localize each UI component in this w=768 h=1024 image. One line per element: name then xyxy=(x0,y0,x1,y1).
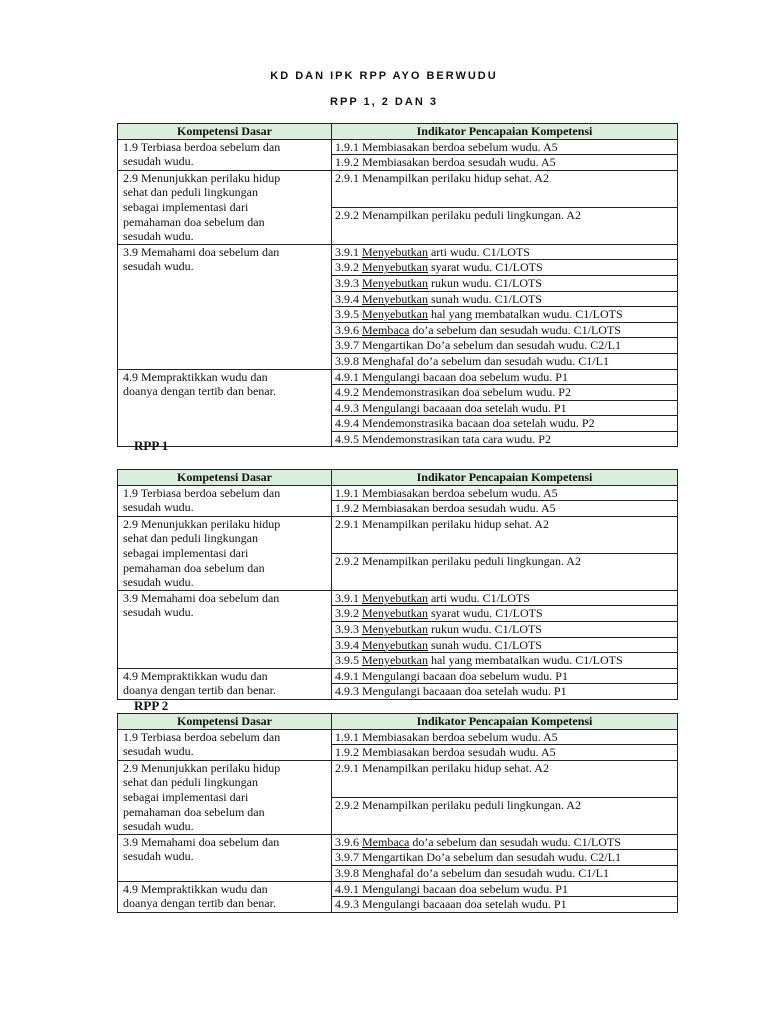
indicator-text: Membiasakan berdoa sebelum wudu. A5 xyxy=(362,729,558,744)
indicator-text: Mengulangi bacaan doa sebelum wudu. P1 xyxy=(362,668,568,683)
indicator-number: 4.9.1 xyxy=(335,881,362,896)
indicator-number: 3.9.3 xyxy=(335,275,362,290)
indikator-cell xyxy=(332,385,678,401)
indicator-text: Mendemonstrasikan tata cara wudu. P2 xyxy=(362,431,551,446)
indikator-cell xyxy=(332,322,678,338)
indicator-number: 3.9.2 xyxy=(335,606,362,621)
indikator-cell xyxy=(332,797,678,834)
indicator-text: Menampilkan perilaku peduli lingkungan. A2 xyxy=(362,207,581,222)
indicator-number: 3.9.1 xyxy=(335,590,362,605)
indicator-text: Menampilkan perilaku peduli lingkungan. A2 xyxy=(362,797,581,812)
indikator-cell xyxy=(332,170,678,207)
indikator-cell xyxy=(332,275,678,291)
indicator-number: 3.9.3 xyxy=(335,621,362,636)
indicator-number: 2.9.1 xyxy=(335,170,362,185)
indicator-text: syarat wudu. C1/LOTS xyxy=(427,260,543,275)
table-row xyxy=(118,590,678,606)
table-row xyxy=(118,170,678,207)
header-indikator: Indikator Pencapaian Kompetensi xyxy=(332,470,678,486)
indicator-text: Mengulangi bacaaan doa setelah wudu. P1 xyxy=(362,400,567,415)
kompetensi-dasar-cell xyxy=(118,139,332,170)
kompetensi-dasar-text: 3.9 Memahami doa sebelum dan sesudah wudu. xyxy=(123,590,280,620)
indicator-number: 4.9.1 xyxy=(335,668,362,683)
indicator-text: Mengulangi bacaan doa sebelum wudu. P1 xyxy=(362,369,568,384)
table-row xyxy=(118,834,678,850)
indicator-text: Menampilkan perilaku peduli lingkungan. A2 xyxy=(362,553,581,568)
kompetensi-dasar-cell xyxy=(118,590,332,668)
header-kompetensi-dasar: Kompetensi Dasar xyxy=(118,714,332,730)
indicator-number: 2.9.2 xyxy=(335,207,362,222)
indikator-cell xyxy=(332,244,678,260)
indicator-number: 3.9.2 xyxy=(335,260,362,275)
indikator-cell xyxy=(332,431,678,447)
table-row xyxy=(118,244,678,260)
indikator-cell xyxy=(332,653,678,669)
indicator-text: Membiasakan berdoa sesudah wudu. A5 xyxy=(362,155,556,170)
indikator-cell xyxy=(332,353,678,369)
indikator-cell xyxy=(332,155,678,171)
indikator-cell xyxy=(332,590,678,606)
indicator-number: 4.9.3 xyxy=(335,684,362,699)
indicator-number: 1.9.1 xyxy=(335,485,362,500)
kompetensi-dasar-text: 4.9 Mempraktikkan wudu dan doanya dengan tertib dan benar. xyxy=(123,668,276,698)
kompetensi-dasar-text: 4.9 Mempraktikkan wudu dan doanya dengan tertib dan benar. xyxy=(123,881,276,911)
table-row xyxy=(118,485,678,501)
indicator-text: Menampilkan perilaku hidup sehat. A2 xyxy=(362,170,549,185)
indicator-verb: Menyebutkan xyxy=(362,291,428,306)
kompetensi-dasar-text: 3.9 Memahami doa sebelum dan sesudah wudu. xyxy=(123,244,280,274)
indikator-cell xyxy=(332,881,678,897)
section-label-rpp2: RPP 2 xyxy=(134,698,169,713)
table-row xyxy=(118,881,678,897)
kd-ipk-table-rpp2 xyxy=(117,713,678,913)
indikator-cell xyxy=(332,369,678,385)
indicator-number: 3.9.7 xyxy=(335,338,362,353)
table-header-row xyxy=(118,124,678,140)
kompetensi-dasar-text: 2.9 Menunjukkan perilaku hidup sehat dan peduli lingkungan sebagai implementasi dari pemahaman doa sebelum dan sesudah wudu. xyxy=(123,170,281,244)
header-kompetensi-dasar: Kompetensi Dasar xyxy=(118,470,332,486)
indicator-text: rukun wudu. C1/LOTS xyxy=(427,621,542,636)
indicator-verb: Menyebutkan xyxy=(362,653,428,668)
kd-ipk-table-all xyxy=(117,123,678,447)
indicator-text: Mengulangi bacaaan doa setelah wudu. P1 xyxy=(362,684,567,699)
indicator-number: 2.9.1 xyxy=(335,760,362,775)
kompetensi-dasar-text: 2.9 Menunjukkan perilaku hidup sehat dan peduli lingkungan sebagai implementasi dari pemahaman doa sebelum dan sesudah wudu. xyxy=(123,516,281,590)
indicator-text: hal yang membatalkan wudu. C1/LOTS xyxy=(427,653,623,668)
indikator-cell xyxy=(332,850,678,866)
indicator-text: arti wudu. C1/LOTS xyxy=(427,244,530,259)
kompetensi-dasar-cell xyxy=(118,170,332,244)
indicator-text: rukun wudu. C1/LOTS xyxy=(427,275,542,290)
document-title: KD DAN IPK RPP AYO BERWUDU xyxy=(270,70,498,82)
indicator-text: Membiasakan berdoa sesudah wudu. A5 xyxy=(362,501,556,516)
indicator-text: do’a sebelum dan sesudah wudu. C1/LOTS xyxy=(409,322,621,337)
indikator-cell xyxy=(332,485,678,501)
indicator-number: 3.9.5 xyxy=(335,653,362,668)
indicator-text: sunah wudu. C1/LOTS xyxy=(427,291,542,306)
table-row xyxy=(118,139,678,155)
indikator-cell xyxy=(332,745,678,761)
table-row xyxy=(118,516,678,553)
indikator-cell xyxy=(332,501,678,517)
indicator-text: Mengartikan Do’a sebelum dan sesudah wudu. C2/L1 xyxy=(362,850,621,865)
kompetensi-dasar-cell xyxy=(118,834,332,881)
indicator-number: 2.9.1 xyxy=(335,516,362,531)
indicator-text: Mengartikan Do’a sebelum dan sesudah wudu. C2/L1 xyxy=(362,338,621,353)
indicator-text: syarat wudu. C1/LOTS xyxy=(427,606,543,621)
indicator-number: 4.9.1 xyxy=(335,369,362,384)
indicator-verb: Menyebutkan xyxy=(362,260,428,275)
indicator-verb: Menyebutkan xyxy=(362,275,428,290)
indicator-number: 3.9.1 xyxy=(335,244,362,259)
table-row xyxy=(118,668,678,684)
kompetensi-dasar-text: 3.9 Memahami doa sebelum dan sesudah wudu. xyxy=(123,834,280,864)
indicator-verb: Menyebutkan xyxy=(362,590,428,605)
indicator-verb: Menyebutkan xyxy=(362,244,428,259)
kompetensi-dasar-text: 1.9 Terbiasa berdoa sebelum dan sesudah wudu. xyxy=(123,485,281,515)
indicator-number: 1.9.2 xyxy=(335,745,362,760)
kompetensi-dasar-cell xyxy=(118,760,332,834)
indicator-text: Mengulangi bacaan doa sebelum wudu. P1 xyxy=(362,881,568,896)
indicator-number: 3.9.8 xyxy=(335,353,362,368)
indicator-number: 3.9.7 xyxy=(335,850,362,865)
indikator-cell xyxy=(332,416,678,432)
indicator-number: 2.9.2 xyxy=(335,553,362,568)
indikator-cell xyxy=(332,865,678,881)
indikator-cell xyxy=(332,897,678,913)
section-label-rpp1: RPP 1 xyxy=(134,438,169,453)
kompetensi-dasar-cell xyxy=(118,668,332,699)
indicator-text: arti wudu. C1/LOTS xyxy=(427,590,530,605)
kompetensi-dasar-cell xyxy=(118,881,332,912)
kompetensi-dasar-cell xyxy=(118,485,332,516)
header-kompetensi-dasar: Kompetensi Dasar xyxy=(118,124,332,140)
indicator-verb: Menyebutkan xyxy=(362,637,428,652)
table-row xyxy=(118,369,678,385)
indicator-number: 3.9.8 xyxy=(335,865,362,880)
indicator-number: 4.9.3 xyxy=(335,400,362,415)
indicator-text: Mendemonstrasika bacaan doa setelah wudu. P2 xyxy=(362,416,595,431)
indicator-text: sunah wudu. C1/LOTS xyxy=(427,637,542,652)
indicator-text: Mengulangi bacaaan doa setelah wudu. P1 xyxy=(362,897,567,912)
indikator-cell xyxy=(332,621,678,637)
indikator-cell xyxy=(332,139,678,155)
indikator-cell xyxy=(332,606,678,622)
table-header-row xyxy=(118,714,678,730)
indicator-text: Menampilkan perilaku hidup sehat. A2 xyxy=(362,760,549,775)
document-subtitle: RPP 1, 2 DAN 3 xyxy=(330,96,438,108)
indicator-number: 1.9.2 xyxy=(335,501,362,516)
indikator-cell xyxy=(332,729,678,745)
indicator-verb: Menyebutkan xyxy=(362,621,428,636)
kompetensi-dasar-cell xyxy=(118,244,332,369)
indikator-cell xyxy=(332,260,678,276)
indicator-number: 3.9.5 xyxy=(335,307,362,322)
indicator-verb: Membaca xyxy=(362,322,410,337)
indicator-text: hal yang membatalkan wudu. C1/LOTS xyxy=(427,307,623,322)
indikator-cell xyxy=(332,553,678,590)
indikator-cell xyxy=(332,207,678,244)
indicator-number: 3.9.4 xyxy=(335,291,362,306)
indikator-cell xyxy=(332,684,678,700)
indikator-cell xyxy=(332,516,678,553)
indicator-number: 1.9.1 xyxy=(335,139,362,154)
indicator-number: 1.9.2 xyxy=(335,155,362,170)
kompetensi-dasar-cell xyxy=(118,729,332,760)
indicator-number: 3.9.6 xyxy=(335,834,362,849)
kompetensi-dasar-cell xyxy=(118,516,332,590)
kompetensi-dasar-text: 2.9 Menunjukkan perilaku hidup sehat dan peduli lingkungan sebagai implementasi dari pemahaman doa sebelum dan sesudah wudu. xyxy=(123,760,281,834)
indicator-text: Membiasakan berdoa sebelum wudu. A5 xyxy=(362,139,558,154)
indikator-cell xyxy=(332,637,678,653)
indicator-number: 4.9.2 xyxy=(335,385,362,400)
indikator-cell xyxy=(332,760,678,797)
indikator-cell xyxy=(332,307,678,323)
kompetensi-dasar-text: 4.9 Mempraktikkan wudu dan doanya dengan tertib dan benar. xyxy=(123,369,276,399)
header-indikator: Indikator Pencapaian Kompetensi xyxy=(332,714,678,730)
indicator-text: Mendemonstrasikan doa sebelum wudu. P2 xyxy=(362,385,571,400)
indicator-number: 4.9.5 xyxy=(335,431,362,446)
kompetensi-dasar-text: 1.9 Terbiasa berdoa sebelum dan sesudah wudu. xyxy=(123,139,281,169)
indicator-number: 3.9.6 xyxy=(335,322,362,337)
table-row xyxy=(118,760,678,797)
indicator-number: 1.9.1 xyxy=(335,729,362,744)
indicator-text: do’a sebelum dan sesudah wudu. C1/LOTS xyxy=(409,834,621,849)
table-row xyxy=(118,729,678,745)
indicator-verb: Menyebutkan xyxy=(362,606,428,621)
indikator-cell xyxy=(332,834,678,850)
indicator-number: 3.9.4 xyxy=(335,637,362,652)
indicator-number: 4.9.3 xyxy=(335,897,362,912)
kd-ipk-table-rpp1 xyxy=(117,469,678,700)
indicator-text: Membiasakan berdoa sebelum wudu. A5 xyxy=(362,485,558,500)
indikator-cell xyxy=(332,291,678,307)
indicator-text: Menghafal do’a sebelum dan sesudah wudu. C1/L1 xyxy=(362,865,609,880)
indicator-verb: Menyebutkan xyxy=(362,307,428,322)
indicator-text: Menghafal do’a sebelum dan sesudah wudu. C1/L1 xyxy=(362,353,609,368)
indikator-cell xyxy=(332,400,678,416)
indicator-number: 2.9.2 xyxy=(335,797,362,812)
indicator-text: Menampilkan perilaku hidup sehat. A2 xyxy=(362,516,549,531)
header-indikator: Indikator Pencapaian Kompetensi xyxy=(332,124,678,140)
indikator-cell xyxy=(332,668,678,684)
kompetensi-dasar-text: 1.9 Terbiasa berdoa sebelum dan sesudah wudu. xyxy=(123,729,281,759)
indicator-text: Membiasakan berdoa sesudah wudu. A5 xyxy=(362,745,556,760)
indicator-number: 4.9.4 xyxy=(335,416,362,431)
kompetensi-dasar-cell xyxy=(118,369,332,447)
indicator-verb: Membaca xyxy=(362,834,410,849)
indikator-cell xyxy=(332,338,678,354)
table-header-row xyxy=(118,470,678,486)
